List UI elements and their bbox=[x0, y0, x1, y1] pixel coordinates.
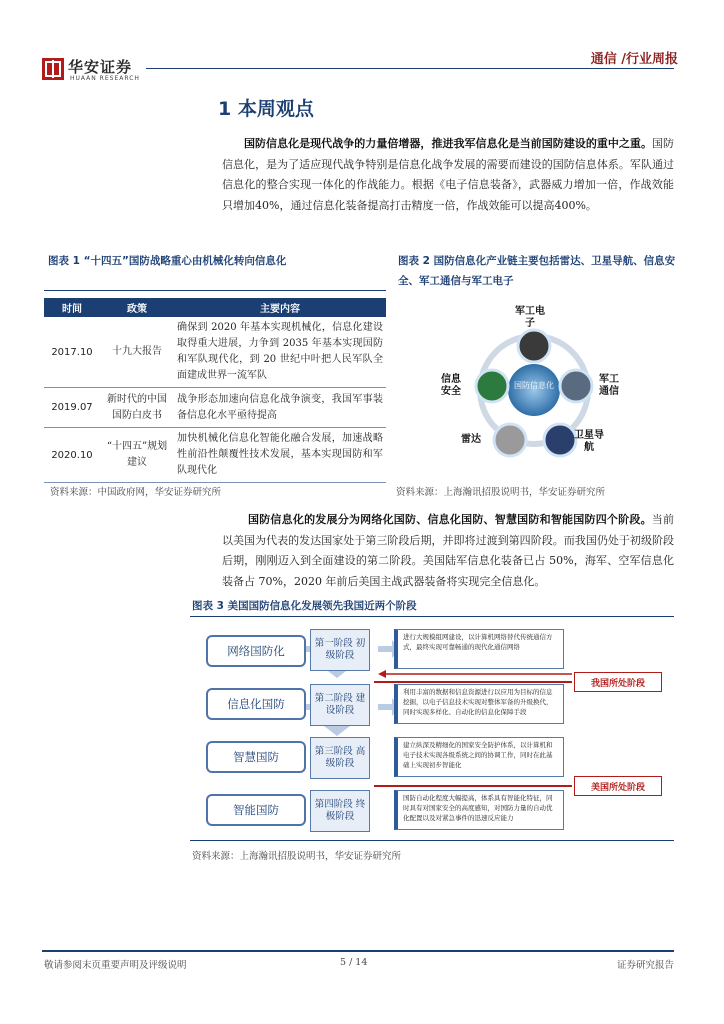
stage-2-label: 第二阶段 建设阶段 bbox=[310, 684, 370, 726]
footer-report-type: 证券研究报告 bbox=[616, 960, 674, 971]
stage-2-name: 信息化国防 bbox=[206, 688, 306, 720]
row-content: 战争形态加速向信息化战争演变，我国军事装备信息化水平亟待提高 bbox=[174, 388, 386, 428]
header-time: 时间 bbox=[44, 298, 100, 317]
figure-2-title: 图表 2 国防信息化产业链主要包括雷达、卫星导航、信息安全、军工通信与军工电子 bbox=[398, 255, 676, 287]
row-policy: 新时代的中国国防白皮书 bbox=[100, 388, 174, 428]
stage-3-name: 智慧国防 bbox=[206, 741, 306, 773]
row-time: 2019.07 bbox=[44, 388, 100, 428]
us-stage-label: 美国所处阶段 bbox=[574, 776, 662, 796]
node-radar-icon bbox=[494, 424, 526, 456]
china-stage-label: 我国所处阶段 bbox=[574, 672, 662, 692]
paragraph-1 bbox=[222, 134, 674, 216]
section-title: 1 本周观点 bbox=[218, 98, 314, 120]
node-bottom-right-label: 卫星导航 bbox=[574, 430, 604, 453]
header-divider bbox=[146, 68, 674, 69]
row-policy: 十九大报告 bbox=[100, 317, 174, 388]
stage-3-label: 第三阶段 高级阶段 bbox=[310, 737, 370, 779]
figure-3-title: 图表 3 美国国防信息化发展领先我国近两个阶段 bbox=[192, 600, 417, 612]
figure-1-source: 资料来源：中国政府网，华安证券研究所 bbox=[50, 487, 222, 498]
figure-3-divider bbox=[190, 616, 674, 617]
stage-4-label: 第四阶段 终极阶段 bbox=[310, 790, 370, 832]
figure-2-source: 资料来源：上海瀚讯招股说明书，华安证券研究所 bbox=[396, 487, 606, 498]
node-satellite-icon bbox=[544, 424, 576, 456]
table-row bbox=[44, 388, 386, 428]
node-bottom-left-label: 雷达 bbox=[461, 434, 481, 445]
stage-4-desc: 国防自动化程度大幅提高，体系具有智能化特征，同时具有对国家安全的高度感知，对国防力量的自动优化配置以及对紧急事件的迅速反应能力 bbox=[394, 790, 564, 830]
node-military-comm-icon bbox=[560, 370, 592, 402]
logo-text: 华安证券 bbox=[68, 58, 133, 76]
table-row bbox=[44, 428, 386, 483]
logo-mark bbox=[42, 58, 64, 80]
footer-divider bbox=[42, 950, 674, 952]
figure-3-source: 资料来源：上海瀚讯招股说明书，华安证券研究所 bbox=[192, 851, 402, 862]
footer-disclaimer: 敬请参阅末页重要声明及评级说明 bbox=[44, 960, 187, 971]
stage-1-label: 第一阶段 初级阶段 bbox=[310, 629, 370, 671]
row-policy: “十四五”规划建议 bbox=[100, 428, 174, 483]
china-stage-arrow bbox=[374, 681, 572, 683]
paragraph-1-lead: 国防信息化是现代战争的力量倍增器，推进我军信息化是当前国防建设的重中之重。 bbox=[244, 137, 652, 150]
policy-table bbox=[44, 298, 386, 483]
node-military-electronics-icon bbox=[518, 330, 550, 362]
row-content: 确保到 2020 年基本实现机械化，信息化建设取得重大进展，力争到 2035 年基本实现国防和军队现代化，到 20 世纪中叶把人民军队全面建成世界一流军队 bbox=[174, 317, 386, 388]
paragraph-2 bbox=[222, 510, 674, 592]
node-top-label: 军工电子 bbox=[515, 306, 545, 329]
table-header-row bbox=[44, 298, 386, 317]
figure-1-title: 图表 1 “十四五”国防战略重心由机械化转向信息化 bbox=[48, 255, 287, 267]
paragraph-1-body: 国防信息化，是为了适应现代战争特别是信息化战争发展的需要而建设的国防信息体系。军队通过信息化的整合实现一体化的作战能力。根据《电子信息装备》，武器威力增加一倍，作战效能只增加40%，通过信息化装备提高打击精度一倍，作战效能可以提高400%。 bbox=[222, 137, 675, 212]
report-category: 通信 /行业周报 bbox=[590, 52, 678, 67]
stage-3-desc: 建立纵深及精细化的国家安全防护体系，以计算机和电子技术实现各级系统之间的协调工作，同时在此基础上实现初步智能化 bbox=[394, 737, 564, 777]
center-node-text: 国防信息化 bbox=[514, 381, 554, 390]
paragraph-2-body: 当前以美国为代表的发达国家处于第三阶段后期，并即将过渡到第四阶段。而我国仍处于初级阶段后期，刚刚迈入到全面建设的第二阶段。美国陆军信息化装备已占 50%，海军、空军信息化装备占 70%，2020 年前后美国主战武器装备将实现完全信息化。 bbox=[222, 513, 674, 588]
node-right-label: 军工通信 bbox=[599, 374, 619, 397]
node-info-security-icon bbox=[476, 370, 508, 402]
row-content: 加快机械化信息化智能化融合发展，加速战略性前沿性颠覆性技术发展，基本实现国防和军队现代化 bbox=[174, 428, 386, 483]
figure-1-divider bbox=[44, 290, 386, 291]
table-row bbox=[44, 317, 386, 388]
stage-1-desc: 进行大规模组网建设，以计算机网络替代传统通信方式，最终实现可靠畅通的现代化通信网络 bbox=[394, 629, 564, 669]
stage-2-desc: 利用丰富的数据和信息资源进行以应用为目标的信息挖掘，以电子信息技术实现对整体军备的升级换代，同时实现多样化、自动化的信息化保障手段 bbox=[394, 684, 564, 724]
stage-4-name: 智能国防 bbox=[206, 794, 306, 826]
page-number: 5 / 14 bbox=[340, 957, 368, 968]
figure-3-bottom-divider bbox=[190, 840, 674, 841]
paragraph-2-lead: 国防信息化的发展分为网络化国防、信息化国防、智慧国防和智能国防四个阶段。 bbox=[248, 513, 652, 526]
header-content: 主要内容 bbox=[174, 298, 386, 317]
header-policy: 政策 bbox=[100, 298, 174, 317]
node-left-label: 信息安全 bbox=[441, 374, 461, 397]
logo-subtext: HUAAN RESEARCH bbox=[70, 75, 140, 82]
row-time: 2017.10 bbox=[44, 317, 100, 388]
row-time: 2020.10 bbox=[44, 428, 100, 483]
us-stage-arrow bbox=[374, 785, 572, 787]
stage-1-name: 网络国防化 bbox=[206, 635, 306, 667]
